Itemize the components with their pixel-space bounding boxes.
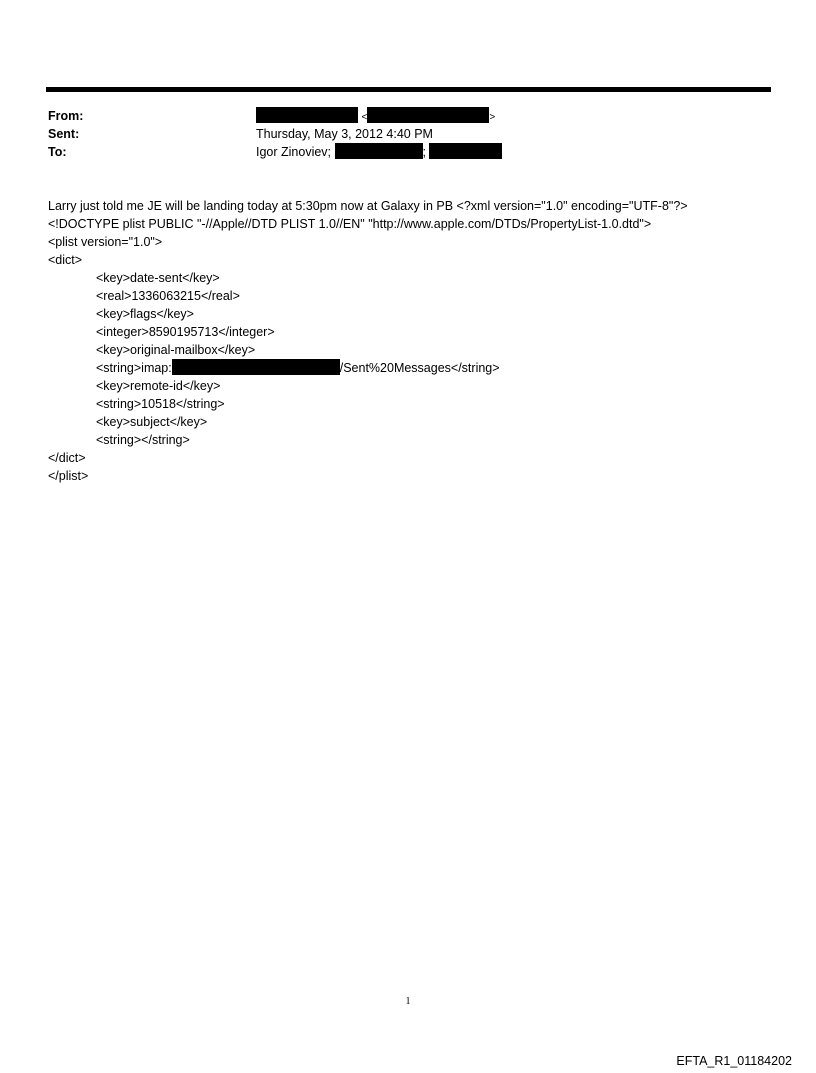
from-angle-close: > xyxy=(489,112,496,123)
body-line: Larry just told me JE will be landing today at 5:30pm now at Galaxy in PB <?xml version="1.0" encoding="UTF-8"?> xyxy=(48,199,688,213)
body-line: <key>date-sent</key> xyxy=(96,271,220,285)
to-recipient-name: Igor Zinoviev; xyxy=(256,145,332,159)
from-value xyxy=(256,107,495,127)
redaction-block xyxy=(367,107,489,123)
message-body xyxy=(48,197,788,485)
imap-suffix: /Sent%20Messages</string> xyxy=(339,361,500,375)
imap-prefix: <string>imap: xyxy=(96,361,172,375)
document-id: EFTA_R1_01184202 xyxy=(676,1054,792,1068)
to-separator: ; xyxy=(422,145,426,159)
from-row xyxy=(48,107,748,125)
body-line: <string>10518</string> xyxy=(96,397,225,411)
page-number: 1 xyxy=(405,996,411,1007)
body-line: <key>original-mailbox</key> xyxy=(96,343,256,357)
body-line: <plist version="1.0"> xyxy=(48,235,163,249)
body-line: <key>remote-id</key> xyxy=(96,379,221,393)
sent-label: Sent: xyxy=(48,127,80,141)
body-line: <key>flags</key> xyxy=(96,307,194,321)
to-value xyxy=(256,143,502,161)
body-line: <dict> xyxy=(48,253,83,267)
to-row xyxy=(48,143,748,161)
redaction-block xyxy=(256,107,358,123)
to-label: To: xyxy=(48,145,67,159)
body-line: </dict> xyxy=(48,451,86,465)
from-angle-open: < xyxy=(361,112,368,123)
redaction-block xyxy=(429,143,502,159)
body-line-redacted xyxy=(48,359,788,377)
from-label: From: xyxy=(48,109,84,123)
body-line: <integer>8590195713</integer> xyxy=(96,325,275,339)
redaction-block xyxy=(335,143,423,159)
body-line: <!DOCTYPE plist PUBLIC "-//Apple//DTD PLIST 1.0//EN" "http://www.apple.com/DTDs/PropertyList-1.0.dtd"> xyxy=(48,217,652,231)
redaction-block xyxy=(172,359,340,375)
header-rule xyxy=(46,87,771,92)
sent-row xyxy=(48,125,748,143)
body-line: <string></string> xyxy=(96,433,190,447)
body-line: <real>1336063215</real> xyxy=(96,289,240,303)
body-line: <key>subject</key> xyxy=(96,415,208,429)
sent-value: Thursday, May 3, 2012 4:40 PM xyxy=(256,127,433,141)
body-line: </plist> xyxy=(48,469,89,483)
